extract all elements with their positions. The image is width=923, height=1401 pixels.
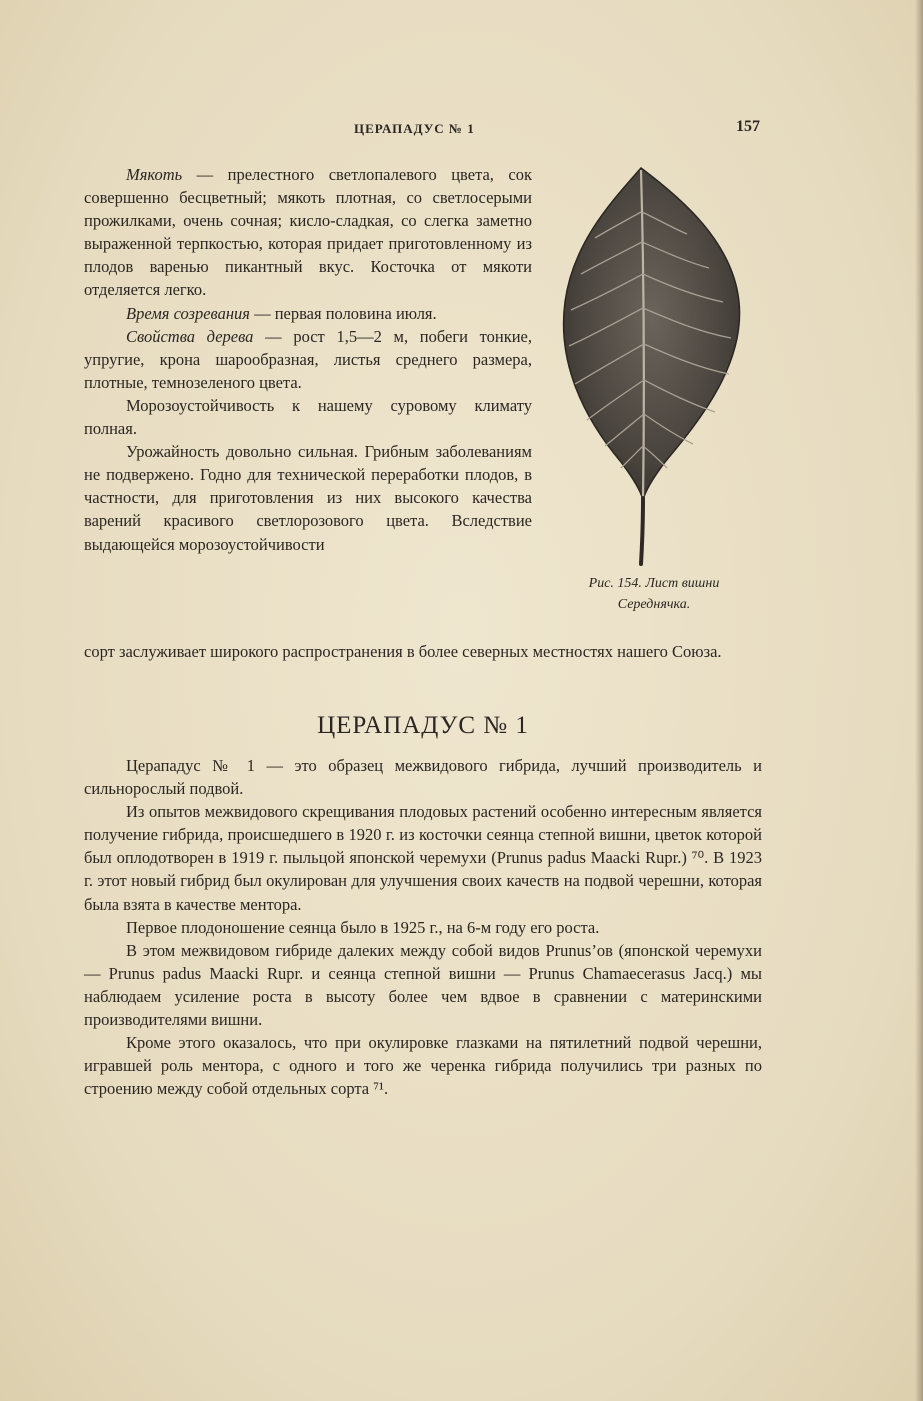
paragraph-text: Урожайность довольно сильная. Грибным заболеваниям не подвержено. Годно для технической переработки плодов, в частности, для приготовления из них высокого качества варений красивого светлорозового цвета. Вследствие выдающейся морозоустойчивости — [84, 442, 532, 554]
section-paragraph: В этом межвидовом гибриде далеких между собой видов Prunus’ов (японской черемухи — Prunus padus Maacki Rupr. и сеянца степной вишни — Prunus Chamaecerasus Jacq.) мы наблюдаем усиление роста в высоту более чем вдвое в сравнении с материнскими производителями вишни. — [84, 940, 762, 1030]
paragraph-lead: Мякоть — [126, 165, 183, 184]
paragraph-yield — [84, 440, 532, 555]
paragraph-tree-properties — [84, 325, 532, 394]
paragraph-ripening — [84, 302, 532, 325]
page-number: 157 — [736, 118, 760, 135]
caption-line-2: Середнячка. — [617, 597, 691, 612]
paragraph-text: — рост 1,5—2 м, побеги тонкие, упругие, крона шарообразная, листья среднего размера, плотные, темнозеленого цвета. — [84, 326, 533, 392]
section-title: ЦЕРАПАДУС № 1 — [317, 712, 529, 739]
figure-leaf — [553, 162, 753, 572]
paragraph-frost-resistance — [84, 394, 532, 440]
variety-description — [84, 163, 532, 556]
section-paragraph: Кроме этого оказалось, что при окулировке глазками на пятилетний подвой черешни, игравшей роль ментора, с одного и того же черенка гибрида получились три разных по строению между собой отдельных сорта ⁷¹. — [84, 1033, 762, 1099]
paragraph-text: — прелестного светлопалевого цвета, сок совершенно бесцветный; мякоть плотная, со светлосерыми прожилками, очень сочная; кисло-сладкая, со слегка заметно выраженной терпкостью, которая придает приготовленному из плодов варенью пикантный вкус. Косточка от мякоти отделяется легко. — [84, 165, 532, 300]
section-body — [84, 754, 762, 1100]
figure-caption — [549, 573, 759, 615]
paragraph-flesh — [84, 163, 532, 302]
running-head: ЦЕРАПАДУС № 1 — [354, 121, 475, 136]
paragraph-continuation: сорт заслуживает широкого распространения в более северных местностях нашего Союза. — [84, 642, 722, 661]
paragraph-lead: Время созревания — [126, 303, 250, 323]
paragraph-lead: Свойства дерева — [126, 326, 254, 346]
section-paragraph: Церападус № 1 — это образец межвидового гибрида, лучший производитель и сильнорослый подвой. — [84, 756, 762, 799]
caption-line-1: Рис. 154. Лист вишни — [588, 576, 720, 591]
section-paragraph: Первое плодоношение сеянца было в 1925 г., на 6-м году его роста. — [126, 917, 600, 937]
section-paragraph: Из опытов межвидового скрещивания плодовых растений особенно интересным является получение гибрида, происшедшего в 1920 г. из косточки сеянца степной вишни, цветок которой был оплодотворен в 1919 г. пыльцой японской черемухи (Prunus padus Maacki Rupr.) ⁷⁰. В 1923 г. этот новый гибрид был окулирован для улучшения своих качеств на подвой черешни, которая была взята в качестве ментора. — [84, 802, 762, 914]
paragraph-continuation-block — [84, 640, 762, 663]
paragraph-text: — первая половина июля. — [249, 303, 437, 323]
cherry-leaf-illustration-icon — [553, 162, 753, 572]
paragraph-text: Морозоустойчивость к нашему суровому климату полная. — [84, 395, 532, 439]
